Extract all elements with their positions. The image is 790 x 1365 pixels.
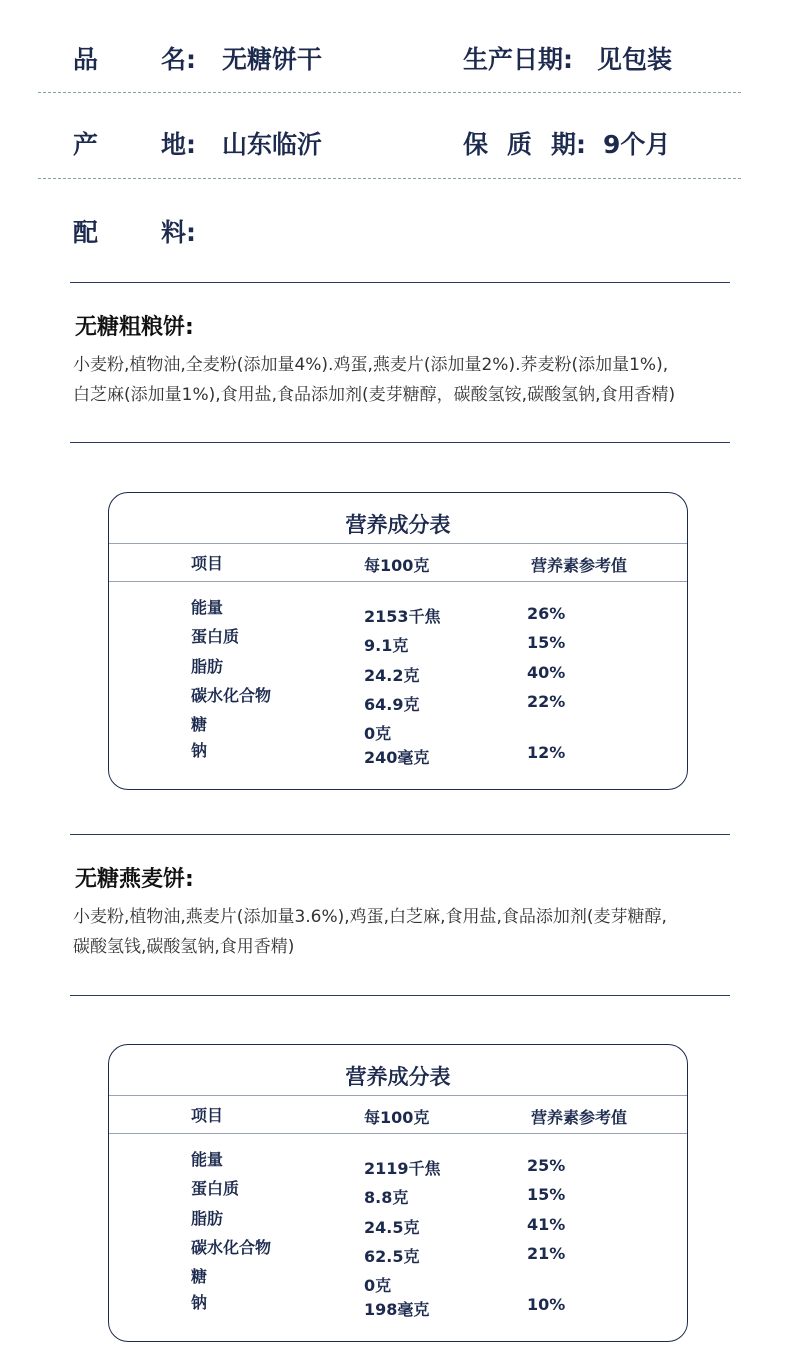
nrv-sodium: 10% — [527, 1295, 566, 1314]
value-energy: 2153千焦 — [364, 607, 441, 626]
nutrition-title: 营养成分表 — [345, 1065, 451, 1089]
shelf-value: 9个月 — [603, 130, 671, 159]
value-sugar: 0克 — [364, 724, 392, 743]
value-energy: 2119千焦 — [364, 1159, 441, 1178]
value-sodium: 198毫克 — [364, 1300, 430, 1319]
name-label-b: 名: — [161, 45, 196, 74]
item-fat: 脂肪 — [191, 657, 224, 676]
shelf-label-c: 期: — [551, 130, 586, 159]
ingredients-text — [73, 902, 753, 962]
nutrition-title: 营养成分表 — [345, 513, 451, 537]
ingredients-label-b: 料: — [161, 218, 196, 247]
ingredients-label-a: 配 — [73, 218, 99, 247]
section-divider — [70, 995, 730, 996]
value-protein: 9.1克 — [364, 636, 409, 655]
dashed-divider — [38, 178, 741, 179]
name-label-a: 品 — [73, 45, 99, 74]
item-energy: 能量 — [191, 598, 224, 617]
nutrition-table — [108, 1044, 688, 1342]
item-protein: 蛋白质 — [191, 627, 240, 646]
nrv-fat: 40% — [527, 663, 566, 682]
nrv-energy: 26% — [527, 604, 566, 623]
nrv-fat: 41% — [527, 1215, 566, 1234]
header-item: 项目 — [191, 554, 224, 573]
item-fat: 脂肪 — [191, 1209, 224, 1228]
table-divider — [109, 543, 687, 544]
item-sugar: 糖 — [191, 1267, 208, 1286]
section-divider — [70, 282, 730, 283]
table-divider — [109, 1133, 687, 1134]
name-value: 无糖饼干 — [222, 45, 323, 74]
section-divider — [70, 834, 730, 835]
nrv-protein: 15% — [527, 1185, 566, 1204]
nrv-carbs: 22% — [527, 692, 566, 711]
ingredients-line: 小麦粉,植物油,燕麦片(添加量3.6%),鸡蛋,白芝麻,食用盐,食品添加剂(麦芽糖醇, — [73, 907, 667, 927]
product-title: 无糖燕麦饼: — [75, 867, 194, 892]
origin-label-a: 产 — [73, 130, 99, 159]
shelf-label-b: 质 — [507, 130, 533, 159]
item-energy: 能量 — [191, 1150, 224, 1169]
value-fat: 24.2克 — [364, 666, 420, 685]
origin-value: 山东临沂 — [222, 130, 323, 159]
item-carbs: 碳水化合物 — [191, 686, 272, 705]
ingredients-line: 白芝麻(添加量1%),食用盐,食品添加剂(麦芽糖醇，碳酸氢铵,碳酸氢钠,食用香精) — [73, 385, 676, 405]
nrv-protein: 15% — [527, 633, 566, 652]
nrv-sodium: 12% — [527, 743, 566, 762]
header-item: 项目 — [191, 1106, 224, 1125]
header-per100g: 每100克 — [364, 556, 430, 575]
header-per100g: 每100克 — [364, 1108, 430, 1127]
section-divider — [70, 442, 730, 443]
value-sugar: 0克 — [364, 1276, 392, 1295]
value-sodium: 240毫克 — [364, 748, 430, 767]
table-divider — [109, 581, 687, 582]
item-protein: 蛋白质 — [191, 1179, 240, 1198]
item-carbs: 碳水化合物 — [191, 1238, 272, 1257]
value-fat: 24.5克 — [364, 1218, 420, 1237]
nutrition-table — [108, 492, 688, 790]
nrv-energy: 25% — [527, 1156, 566, 1175]
ingredients-line: 碳酸氢钱,碳酸氢钠,食用香精) — [73, 937, 295, 957]
item-sugar: 糖 — [191, 715, 208, 734]
header-nrv: 营养素参考值 — [531, 556, 628, 575]
ingredients-text — [73, 350, 753, 410]
nrv-carbs: 21% — [527, 1244, 566, 1263]
shelf-label-a: 保 — [463, 130, 489, 159]
item-sodium: 钠 — [191, 1293, 208, 1312]
date-value: 见包装 — [597, 45, 673, 74]
item-sodium: 钠 — [191, 741, 208, 760]
value-carbs: 62.5克 — [364, 1247, 420, 1266]
value-protein: 8.8克 — [364, 1188, 409, 1207]
value-carbs: 64.9克 — [364, 695, 420, 714]
header-nrv: 营养素参考值 — [531, 1108, 628, 1127]
date-label: 生产日期: — [463, 45, 573, 74]
product-title: 无糖粗粮饼: — [75, 315, 194, 340]
origin-label-b: 地: — [161, 130, 196, 159]
table-divider — [109, 1095, 687, 1096]
ingredients-line: 小麦粉,植物油,全麦粉(添加量4%).鸡蛋,燕麦片(添加量2%).荞麦粉(添加量1%), — [73, 355, 669, 375]
dashed-divider — [38, 92, 741, 93]
